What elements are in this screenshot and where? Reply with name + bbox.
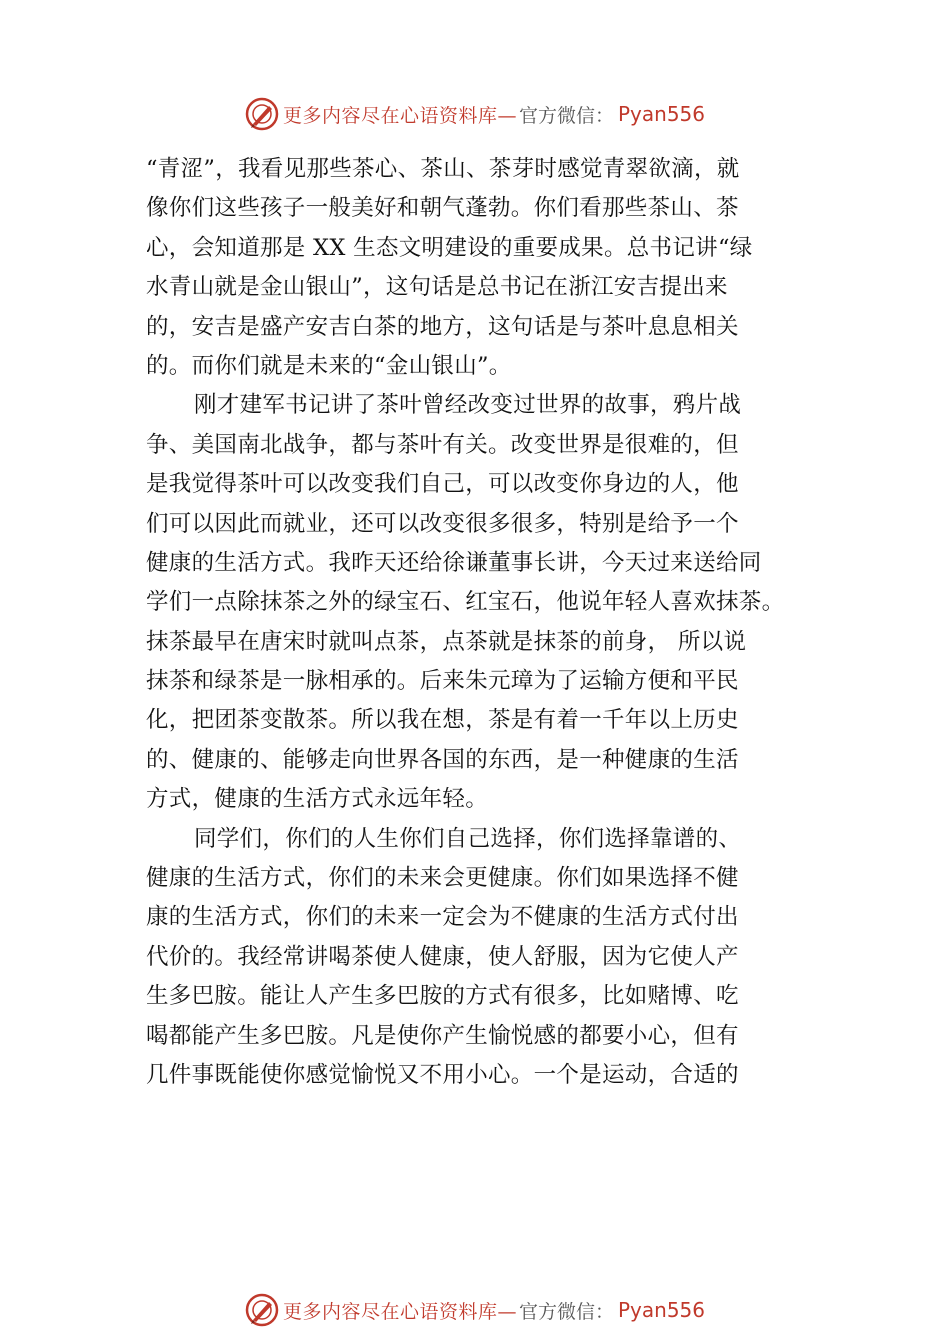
pen-logo-icon <box>245 97 279 131</box>
footer-banner-text: 更多内容尽在心语资料库— <box>282 1300 517 1323</box>
text-line: 健康的生活方式，你们的未来会更健康。你们如果选择不健 <box>146 865 739 892</box>
header-banner <box>0 94 950 134</box>
text-line: 喝都能产生多巴胺。凡是使你产生愉悦感的都要小心，但有 <box>146 1022 739 1049</box>
paragraph-2 <box>146 386 836 819</box>
text-line: 几件事既能使你感觉愉悦又不用小心。一个是运动，合适的 <box>146 1061 739 1088</box>
paragraph-3 <box>146 820 836 1096</box>
footer-banner-id: Pyan556 <box>618 1298 706 1322</box>
text-line: 方式，健康的生活方式永远年轻。 <box>146 786 489 813</box>
header-banner-id: Pyan556 <box>618 102 706 126</box>
text-line: 们可以因此而就业，还可以改变很多很多，特别是给予一个 <box>146 510 739 537</box>
text-line: 水青山就是金山银山”，这句话是总书记在浙江安吉提出来 <box>146 274 728 301</box>
footer-banner-label: 官方微信： <box>518 1300 614 1323</box>
text-line: 代价的。我经常讲喝茶使人健康，使人舒服，因为它使人产 <box>146 943 739 970</box>
pen-logo-icon <box>245 1293 279 1327</box>
footer-banner <box>0 1290 950 1330</box>
text-line: 的，安吉是盛产安吉白茶的地方，这句话是与茶叶息息相关 <box>146 313 739 340</box>
text-line: 同学们，你们的人生你们自己选择，你们选择靠谱的、 <box>194 825 742 852</box>
text-line: 刚才建军书记讲了茶叶曾经改变过世界的故事，鸦片战 <box>194 392 742 419</box>
text-line: 是我觉得茶叶可以改变我们自己，可以改变你身边的人，他 <box>146 471 739 498</box>
text-line: 像你们这些孩子一般美好和朝气蓬勃。你们看那些茶山、茶 <box>146 195 739 222</box>
text-line: 的、健康的、能够走向世界各国的东西，是一种健康的生活 <box>146 746 739 773</box>
document-body <box>146 150 836 1095</box>
header-banner-label: 官方微信： <box>518 104 614 127</box>
text-line: “青涩”，我看见那些茶⼼、茶山、茶芽时感觉青翠欲滴，就 <box>146 156 740 182</box>
text-line: 的。而你们就是未来的“金山银山”。 <box>146 352 512 379</box>
text-line: 抹茶和绿茶是一脉相承的。后来朱元璋为了运输方便和平民 <box>146 668 739 695</box>
text-line: ⼼，会知道那是 XX 生态文明建设的重要成果。总书记讲“绿 <box>146 234 753 261</box>
text-line: 康的生活方式，你们的未来一定会为不健康的生活方式付出 <box>146 904 739 931</box>
text-line: 生多巴胺。能让人产生多巴胺的方式有很多，比如赌博、吃 <box>146 983 739 1010</box>
text-line: 学们一点除抹茶之外的绿宝石、红宝石，他说年轻人喜欢抹茶。 <box>146 589 785 616</box>
text-line: 健康的生活方式。我昨天还给徐谦董事长讲，今天过来送给同 <box>146 549 762 576</box>
text-line: 争、美国南北战争，都与茶叶有关。改变世界是很难的，但 <box>146 431 739 458</box>
text-line: 化，把团茶变散茶。所以我在想，茶是有着一千年以上历史 <box>146 707 739 734</box>
text-line: 抹茶最早在唐宋时就叫点茶，点茶就是抹茶的前身， 所以说 <box>146 628 747 655</box>
paragraph-1 <box>146 150 836 386</box>
header-banner-text: 更多内容尽在心语资料库— <box>282 104 517 127</box>
